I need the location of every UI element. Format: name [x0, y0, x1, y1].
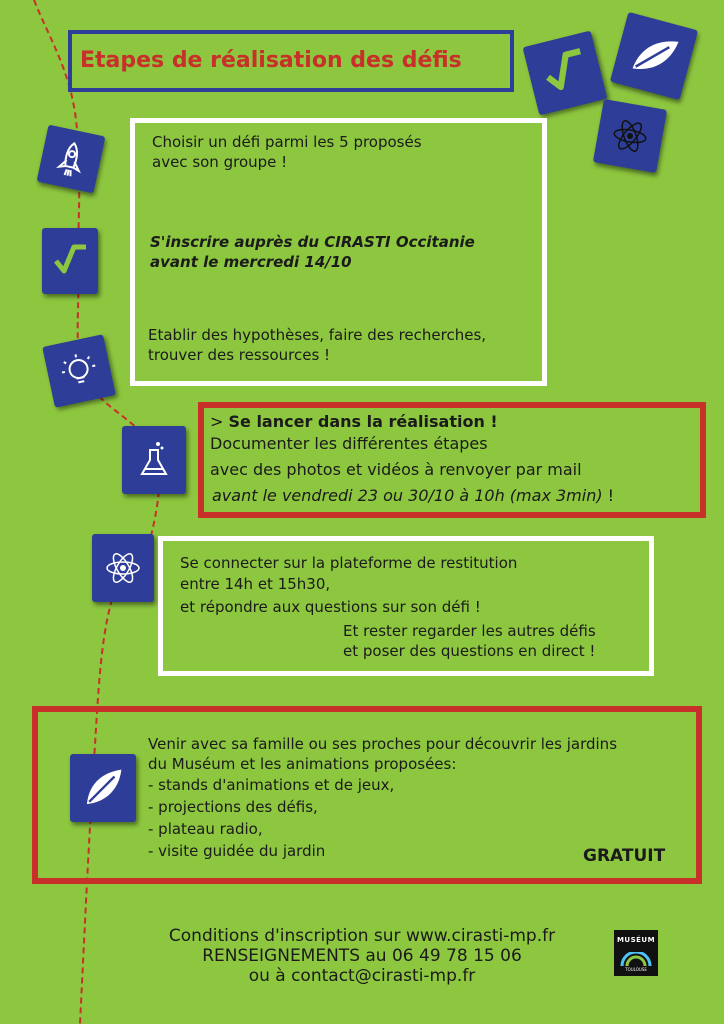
checkmark-tile-left — [42, 228, 98, 294]
lightbulb-tile — [42, 334, 116, 408]
flask-tile — [122, 426, 186, 494]
rocket-icon — [47, 135, 94, 182]
step6-item-2: - projections des défis, — [148, 798, 318, 816]
flask-icon — [134, 440, 174, 480]
step6-line2: du Muséum et les animations proposées: — [148, 755, 457, 773]
step4-heading-text: Se lancer dans la réalisation ! — [228, 412, 498, 431]
atom-icon — [103, 548, 143, 588]
lightbulb-icon — [55, 347, 102, 394]
step5-line2: entre 14h et 15h30, — [180, 575, 331, 593]
step5-line1: Se connecter sur la plateforme de restitution — [180, 554, 518, 572]
step3-line2: trouver des ressources ! — [148, 346, 331, 364]
museum-logo-city: TOULOUSE — [625, 967, 647, 972]
atom-icon — [607, 113, 653, 159]
step6-item-4: - visite guidée du jardin — [148, 842, 326, 860]
footer-line1: Conditions d'inscription sur www.cirasti-mp.fr — [168, 926, 556, 946]
atom-tile-top — [593, 99, 667, 173]
step3-line1: Etablir des hypothèses, faire des recherches, — [148, 326, 487, 344]
step4-deadline — [212, 485, 614, 507]
step2-line2: avant le mercredi 14/10 — [150, 253, 352, 271]
free-badge: GRATUIT — [583, 846, 666, 866]
step4-deadline-suffix: ! — [602, 486, 615, 505]
page-title: Etapes de réalisation des défis — [80, 48, 462, 73]
checkmark-icon — [535, 43, 596, 104]
step6-item-1: - stands d'animations et de jeux, — [148, 776, 395, 794]
rocket-tile — [37, 125, 106, 194]
step2-line1: S'inscrire auprès du CIRASTI Occitanie — [150, 233, 475, 251]
step4-line2: avec des photos et vidéos à renvoyer par mail — [210, 460, 582, 479]
step4-heading — [210, 411, 498, 433]
step1-line1: Choisir un défi parmi les 5 proposés — [152, 133, 422, 151]
step5-line3: et répondre aux questions sur son défi ! — [180, 598, 481, 616]
step6-line1: Venir avec sa famille ou ses proches pour découvrir les jardins — [148, 735, 618, 753]
step1-line2: avec son groupe ! — [152, 153, 288, 171]
footer-line2: RENSEIGNEMENTS au 06 49 78 15 06 — [202, 946, 522, 966]
step5-line5: et poser des questions en direct ! — [343, 642, 596, 660]
footer-line3: ou à contact@cirasti-mp.fr — [248, 966, 476, 986]
leaf-icon — [623, 25, 684, 86]
museum-logo — [614, 930, 658, 976]
step4-line1: Documenter les différentes étapes — [210, 434, 488, 453]
step5-line4: Et rester regarder les autres défis — [343, 622, 596, 640]
step4-prefix: > — [210, 412, 229, 431]
museum-logo-arc — [620, 952, 652, 966]
checkmark-icon — [50, 241, 90, 281]
museum-logo-name: MUSÉUM — [616, 936, 656, 944]
step4-deadline-text: avant le vendredi 23 ou 30/10 à 10h (max 3min) — [212, 486, 603, 505]
atom-tile-left — [92, 534, 154, 602]
step6-item-3: - plateau radio, — [148, 820, 263, 838]
